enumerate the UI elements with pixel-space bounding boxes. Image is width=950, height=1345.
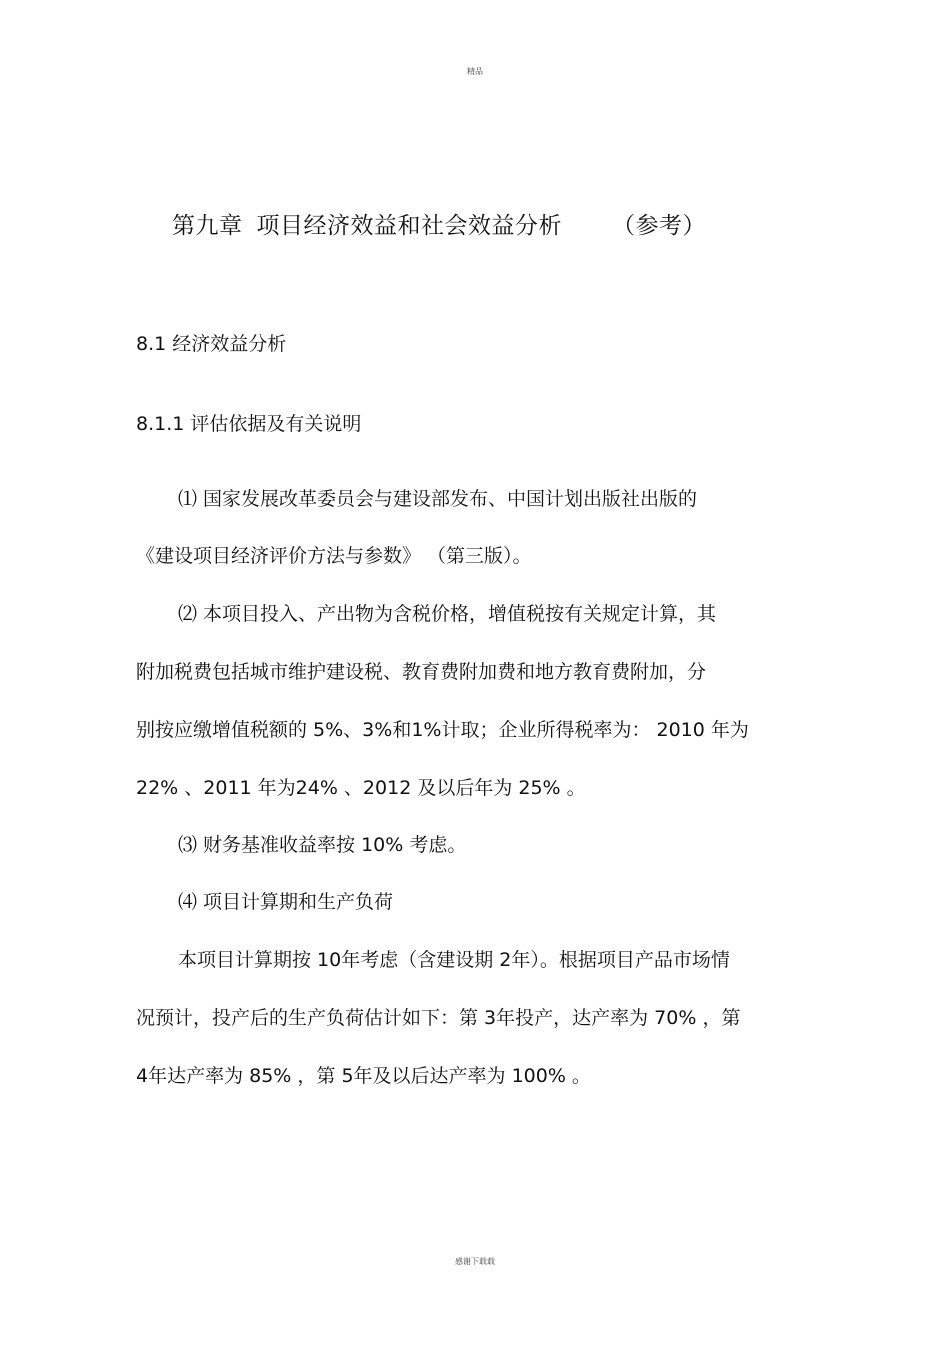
section-heading-8-1-1: 8.1.1 评估依据及有关说明 [136,413,362,435]
section-heading-8-1: 8.1 经济效益分析 [136,333,287,355]
paragraph-line: 4年达产率为 85% ，第 5年及以后达产率为 100% 。 [136,1065,591,1087]
paragraph-line: ⑶ 财务基准收益率按 10% 考虑。 [178,834,467,856]
header-mark: 精品 [467,67,483,76]
paragraph-line: 况预计，投产后的生产负荷估计如下：第 3年投产，达产率为 70% ，第 [136,1007,741,1029]
chapter-note: （参考） [612,213,706,239]
paragraph-line: 本项目计算期按 10年考虑（含建设期 2年）。根据项目产品市场情 [178,949,730,971]
paragraph-line: 附加税费包括城市维护建设税、教育费附加费和地方教育费附加，分 [136,661,707,683]
paragraph-line: ⑷ 项目计算期和生产负荷 [178,891,394,913]
paragraph-line: 22% 、2011 年为24% 、2012 及以后年为 25% 。 [136,777,586,799]
footer-mark: 感谢下载载 [455,1257,495,1266]
chapter-title [172,207,706,240]
paragraph-line: 《建设项目经济评价方法与参数》 （第三版）。 [136,545,532,567]
chapter-name: 项目经济效益和社会效益分析 [256,213,562,239]
paragraph-line: ⑵ 本项目投入、产出物为含税价格，增值税按有关规定计算，其 [178,603,717,625]
paragraph-line: 别按应缴增值税额的 5%、3%和1%计取；企业所得税率为： 2010 年为 [136,719,749,741]
paragraph-line: ⑴ 国家发展改革委员会与建设部发布、中国计划出版社出版的 [178,488,698,510]
chapter-number: 第九章 [172,213,243,239]
